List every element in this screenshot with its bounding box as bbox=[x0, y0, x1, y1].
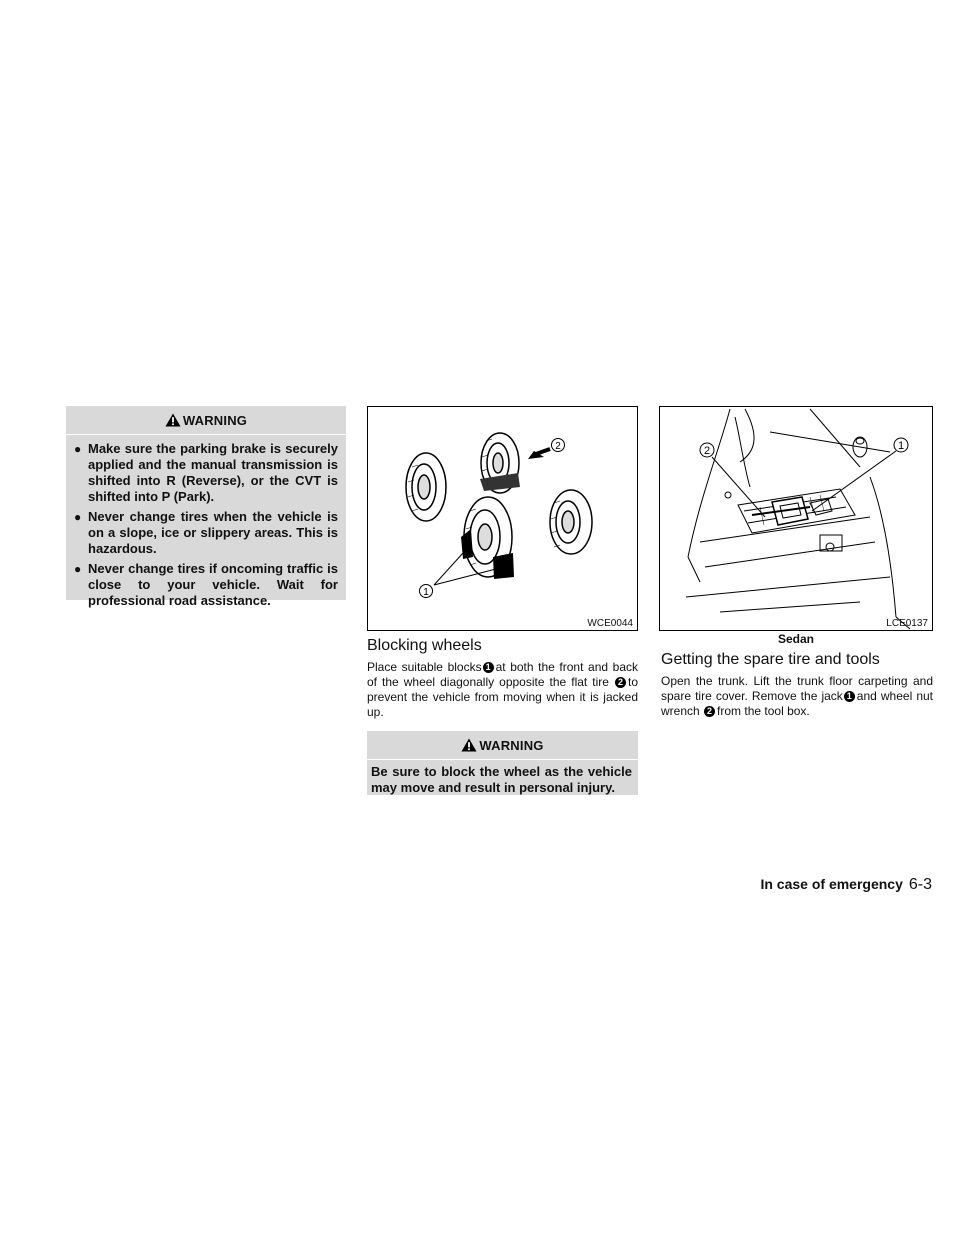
section-heading-spare-tire: Getting the spare tire and tools bbox=[661, 651, 880, 668]
callout-1: 1 bbox=[423, 587, 429, 598]
page-footer bbox=[760, 876, 932, 894]
warning-title: WARNING bbox=[479, 737, 544, 753]
figure-trunk-tools bbox=[659, 406, 933, 631]
ref-number-1: 1 bbox=[483, 662, 494, 673]
chapter-title: In case of emergency bbox=[760, 876, 903, 892]
blocking-wheels-text: Place suitable blocks 1 at both the front and back of the wheel diagonally opposite the flat tire 2 to prevent the vehicle from moving when it is jacked up. bbox=[367, 660, 638, 719]
warning-title: WARNING bbox=[182, 412, 248, 428]
callout-1: 1 bbox=[897, 440, 905, 452]
warning-triangle-icon bbox=[461, 738, 477, 752]
bullet-icon: ● bbox=[74, 442, 82, 456]
ref-number-2: 2 bbox=[615, 677, 626, 688]
warning-text: Be sure to block the wheel as the vehicle may move and result in personal injury. bbox=[371, 764, 632, 795]
callout-2: 2 bbox=[703, 445, 711, 457]
warning-box-1 bbox=[66, 406, 346, 608]
bullet-icon: ● bbox=[74, 562, 82, 576]
warning-item: ● Make sure the parking brake is securely applied and the manual transmission is shifted into R (Reverse), or the CVT is shifted into P (Park). bbox=[74, 441, 338, 504]
bullet-icon: ● bbox=[74, 510, 82, 524]
ref-number-2: 2 bbox=[704, 706, 715, 717]
section-heading-blocking-wheels: Blocking wheels bbox=[367, 637, 482, 654]
figure-code: WCE0044 bbox=[587, 618, 633, 629]
callout-2: 2 bbox=[555, 441, 561, 452]
figure-code: LCE0137 bbox=[886, 618, 928, 629]
spare-tire-text: Open the trunk. Lift the trunk floor carpeting and spare tire cover. Remove the jack 1 and wheel nut wrench 2 from the tool box. bbox=[661, 674, 934, 718]
warning-box-2 bbox=[367, 731, 638, 795]
figure-wheel-blocks bbox=[367, 406, 638, 631]
warning-triangle-icon bbox=[165, 413, 181, 427]
ref-number-1: 1 bbox=[844, 691, 855, 702]
warning-header bbox=[367, 731, 638, 760]
warning-header bbox=[66, 406, 346, 435]
wheel-blocks-illustration bbox=[368, 407, 637, 630]
warning-item: ● Never change tires if oncoming traffic is close to your vehicle. Wait for professional road assistance. bbox=[74, 561, 338, 608]
figure-caption: Sedan bbox=[777, 632, 814, 646]
trunk-illustration bbox=[660, 407, 932, 630]
page-number: 6-3 bbox=[908, 876, 932, 893]
warning-item: ● Never change tires when the vehicle is on a slope, ice or slippery areas. This is hazardous. bbox=[74, 509, 338, 556]
